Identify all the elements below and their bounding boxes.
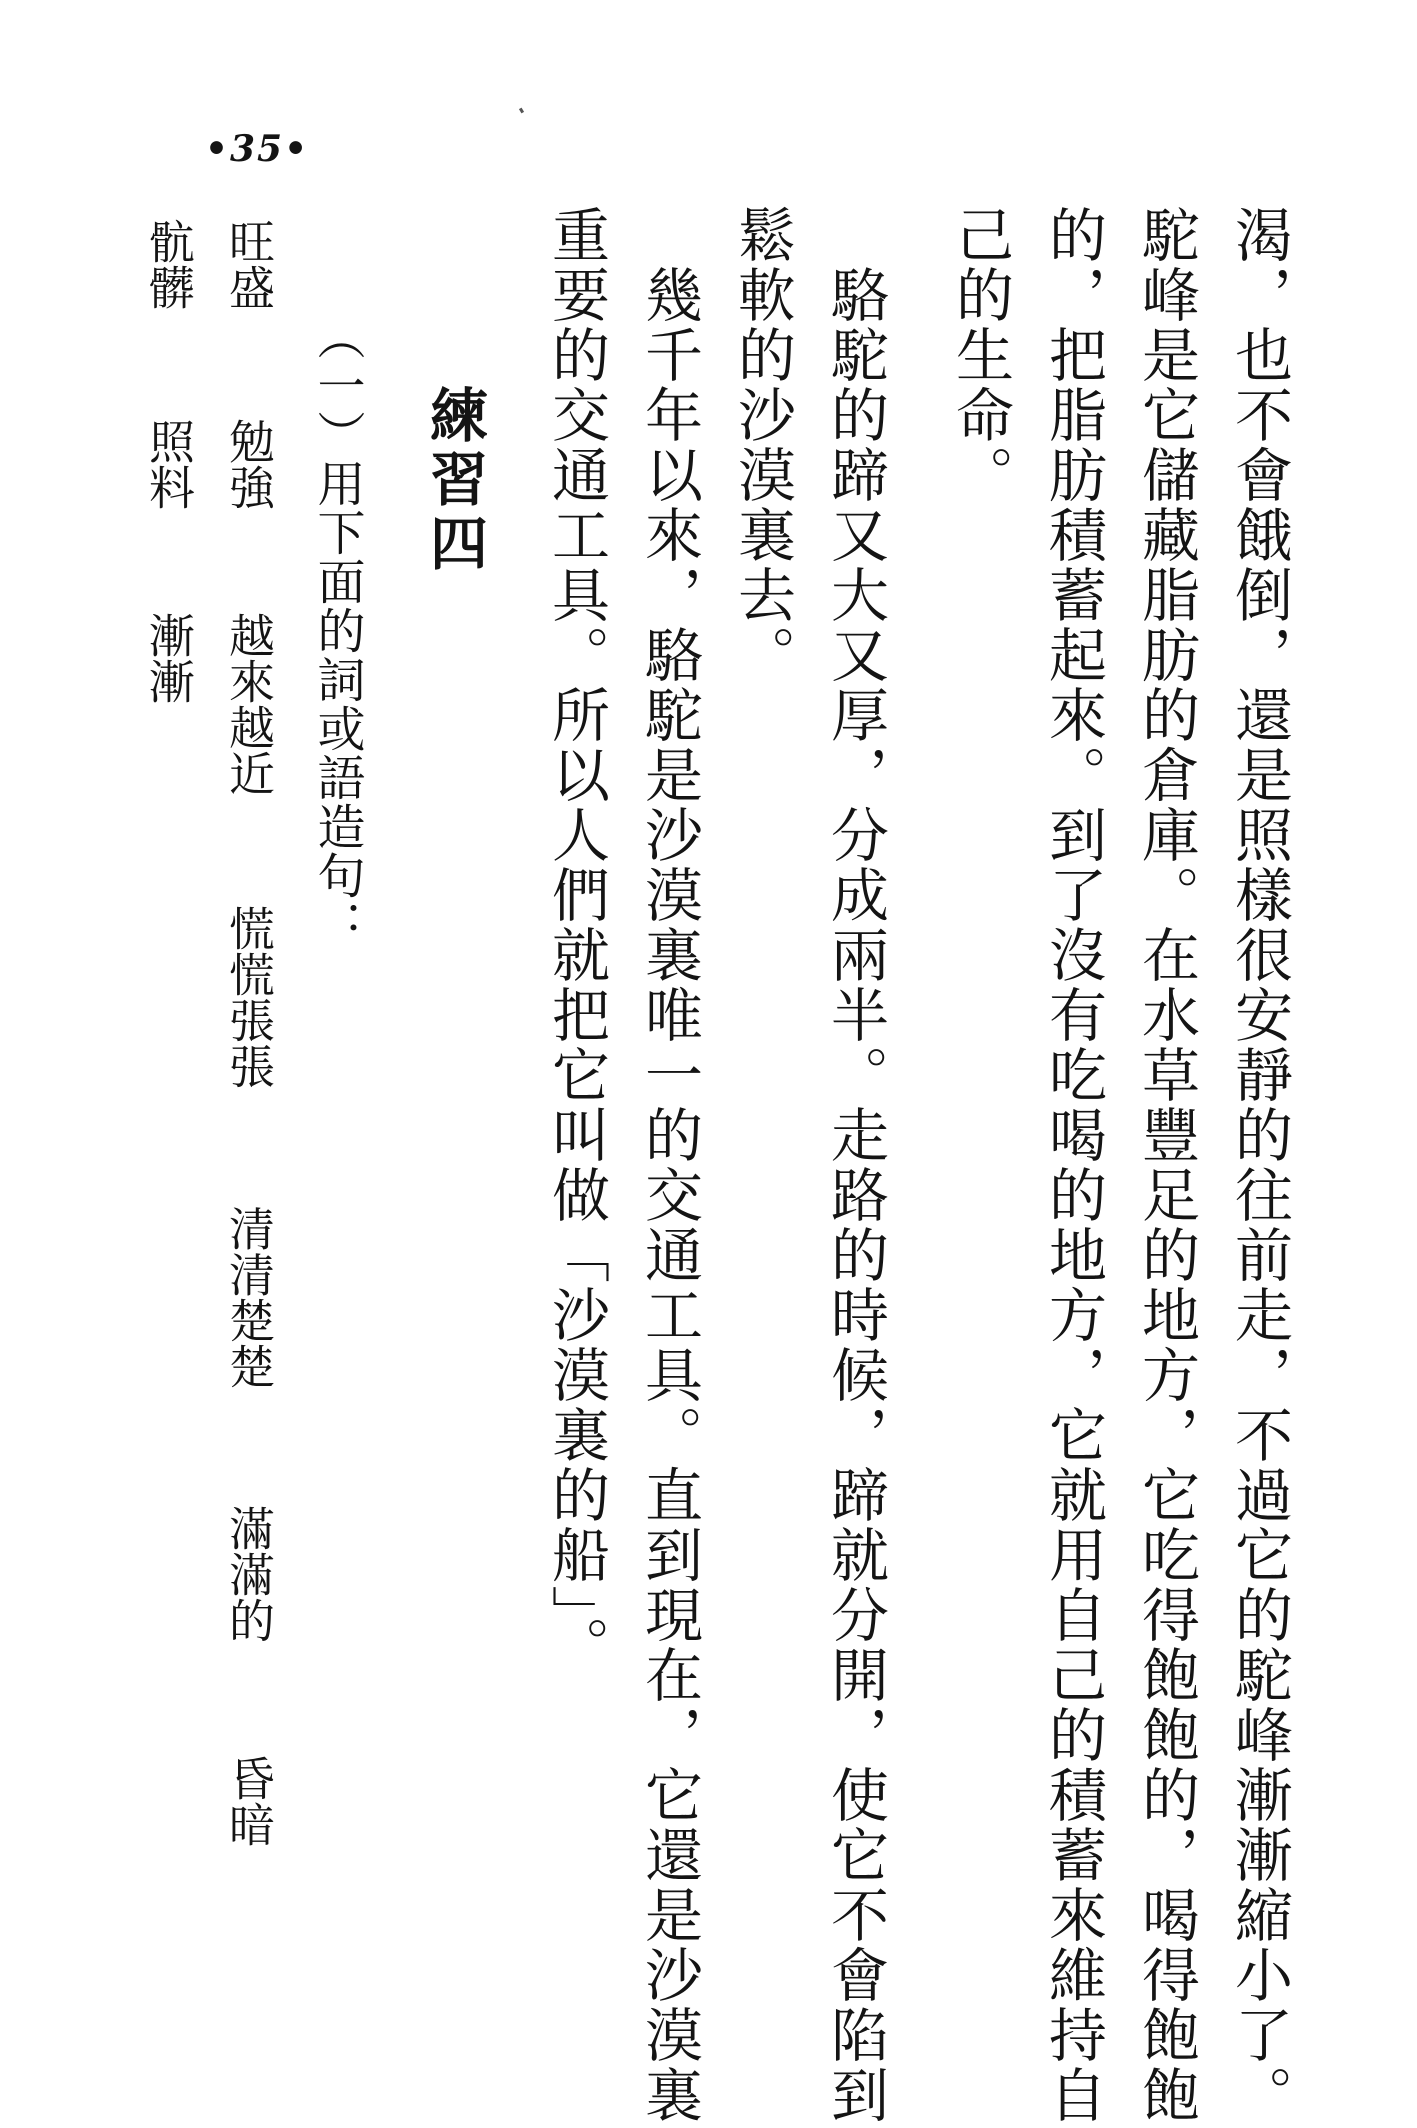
vocab-word: 勉強 — [222, 418, 276, 510]
body-column-4: 己的生命。 — [946, 205, 1014, 505]
exercise-heading: 練習四 — [420, 385, 488, 577]
body-column-6: 鬆軟的沙漠裏去。 — [728, 205, 796, 685]
vocab-word: 慌慌張張 — [222, 905, 276, 1089]
vocab-word: 滿滿的 — [222, 1505, 276, 1643]
vocab-word: 清清楚楚 — [222, 1205, 276, 1389]
vocab-word: 照料 — [142, 418, 196, 510]
vocab-word: 骯髒 — [142, 218, 196, 310]
vocab-word: 旺盛 — [222, 218, 276, 310]
body-column-5: 駱駝的蹄又大又厚，分成兩半。走路的時候，蹄就分開，使它不會陷到 — [821, 265, 889, 2125]
body-column-1: 渴，也不會餓倒，還是照樣很安靜的往前走，不過它的駝峰漸漸縮小了。 — [1225, 205, 1293, 2125]
page-number: •35• — [205, 128, 310, 170]
body-column-3: 的，把脂肪積蓄起來。到了沒有吃喝的地方，它就用自己的積蓄來維持自 — [1039, 205, 1107, 2125]
body-column-7: 幾千年以來，駱駝是沙漠裏唯一的交通工具。直到現在，它還是沙漠裏 — [635, 265, 703, 2125]
vocab-word: 昏暗 — [222, 1755, 276, 1847]
body-column-2: 駝峰是它儲藏脂肪的倉庫。在水草豐足的地方，它吃得飽飽的，喝得飽飽 — [1132, 205, 1200, 2125]
scan-speck — [519, 108, 524, 114]
exercise-instruction: （一）用下面的詞或語造句： — [309, 312, 365, 949]
vocab-word: 越來越近 — [222, 612, 276, 796]
body-column-8: 重要的交通工具。所以人們就把它叫做「沙漠裏的船」。 — [542, 205, 610, 1676]
vocab-word: 漸漸 — [142, 612, 196, 704]
